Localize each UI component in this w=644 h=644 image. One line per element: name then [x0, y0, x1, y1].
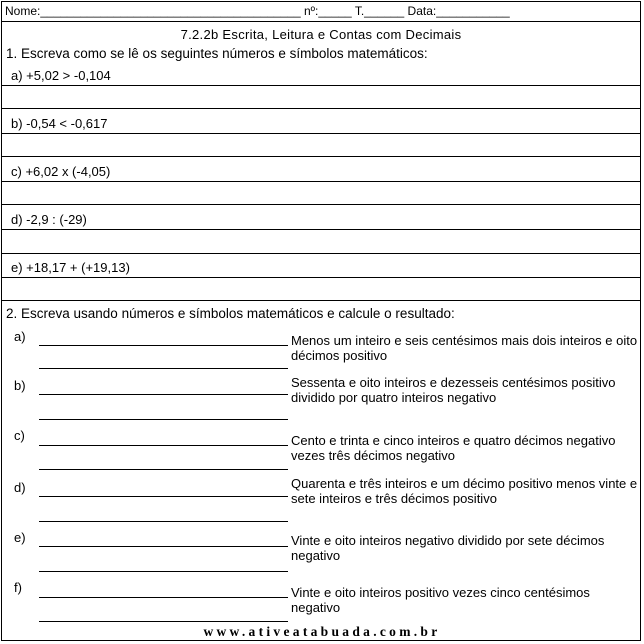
answer-line[interactable]: [2, 181, 640, 182]
question-2-prompt: 2. Escreva usando números e símbolos matemáticos e calcule o resultado:: [6, 306, 455, 321]
footer-url: www.ativeatabuada.com.br: [203, 624, 441, 639]
answer-line[interactable]: [39, 521, 288, 522]
question-2-letter: e): [14, 530, 26, 545]
question-2-letter: a): [14, 329, 26, 344]
answer-line[interactable]: [2, 253, 640, 254]
answer-line[interactable]: [2, 204, 640, 205]
answer-line[interactable]: [39, 368, 288, 369]
answer-line[interactable]: [39, 546, 288, 547]
question-1-item: e) +18,17 + (+19,13): [11, 260, 130, 275]
question-2-description: Cento e trinta e cinco inteiros e quatro décimos negativo vezes três décimos negativo: [291, 433, 616, 463]
question-2-description: Vinte e oito inteiros negativo dividido por sete décimos negativo: [291, 533, 605, 563]
page-title: 7.2.2b Escrita, Leitura e Contas com Decimais: [180, 27, 462, 42]
answer-line[interactable]: [2, 133, 640, 134]
question-1-item: c) +6,02 x (-4,05): [11, 164, 111, 179]
question-1-item: d) -2,9 : (-29): [11, 212, 87, 227]
answer-line[interactable]: [39, 469, 288, 470]
question-2-letter: c): [14, 428, 25, 443]
question-2-description: Vinte e oito inteiros positivo vezes cinco centésimos negativo: [291, 585, 590, 615]
worksheet: [1, 1, 641, 641]
answer-line[interactable]: [39, 419, 288, 420]
header-fields: Nome:_______________________________________ nº:_____ T.______ Data:___________: [5, 4, 510, 18]
question-2-description: Quarenta e três inteiros e um décimo positivo menos vinte e sete inteiros e três décimos positivo: [291, 476, 638, 506]
question-1-item: b) -0,54 < -0,617: [11, 116, 108, 131]
answer-line[interactable]: [39, 445, 288, 446]
answer-line[interactable]: [39, 496, 288, 497]
question-2-description: Menos um inteiro e seis centésimos mais dois inteiros e oito décimos positivo: [291, 333, 638, 363]
answer-line[interactable]: [2, 156, 640, 157]
divider: [2, 21, 640, 22]
answer-line[interactable]: [2, 108, 640, 109]
answer-line[interactable]: [39, 597, 288, 598]
question-1-item: a) +5,02 > -0,104: [11, 68, 111, 83]
answer-line[interactable]: [39, 571, 288, 572]
answer-line[interactable]: [39, 345, 288, 346]
question-1-prompt: 1. Escreva como se lê os seguintes números e símbolos matemáticos:: [6, 46, 428, 61]
question-2-letter: f): [14, 580, 22, 595]
question-2-description: Sessenta e oito inteiros e dezesseis centésimos positivo dividido por quatro inteiros negativo: [291, 375, 616, 405]
question-2-letter: d): [14, 480, 26, 495]
answer-line[interactable]: [2, 300, 640, 301]
answer-line[interactable]: [39, 621, 288, 622]
question-2-letter: b): [14, 378, 26, 393]
answer-line[interactable]: [39, 394, 288, 395]
answer-line[interactable]: [2, 85, 640, 86]
answer-line[interactable]: [2, 277, 640, 278]
answer-line[interactable]: [2, 229, 640, 230]
